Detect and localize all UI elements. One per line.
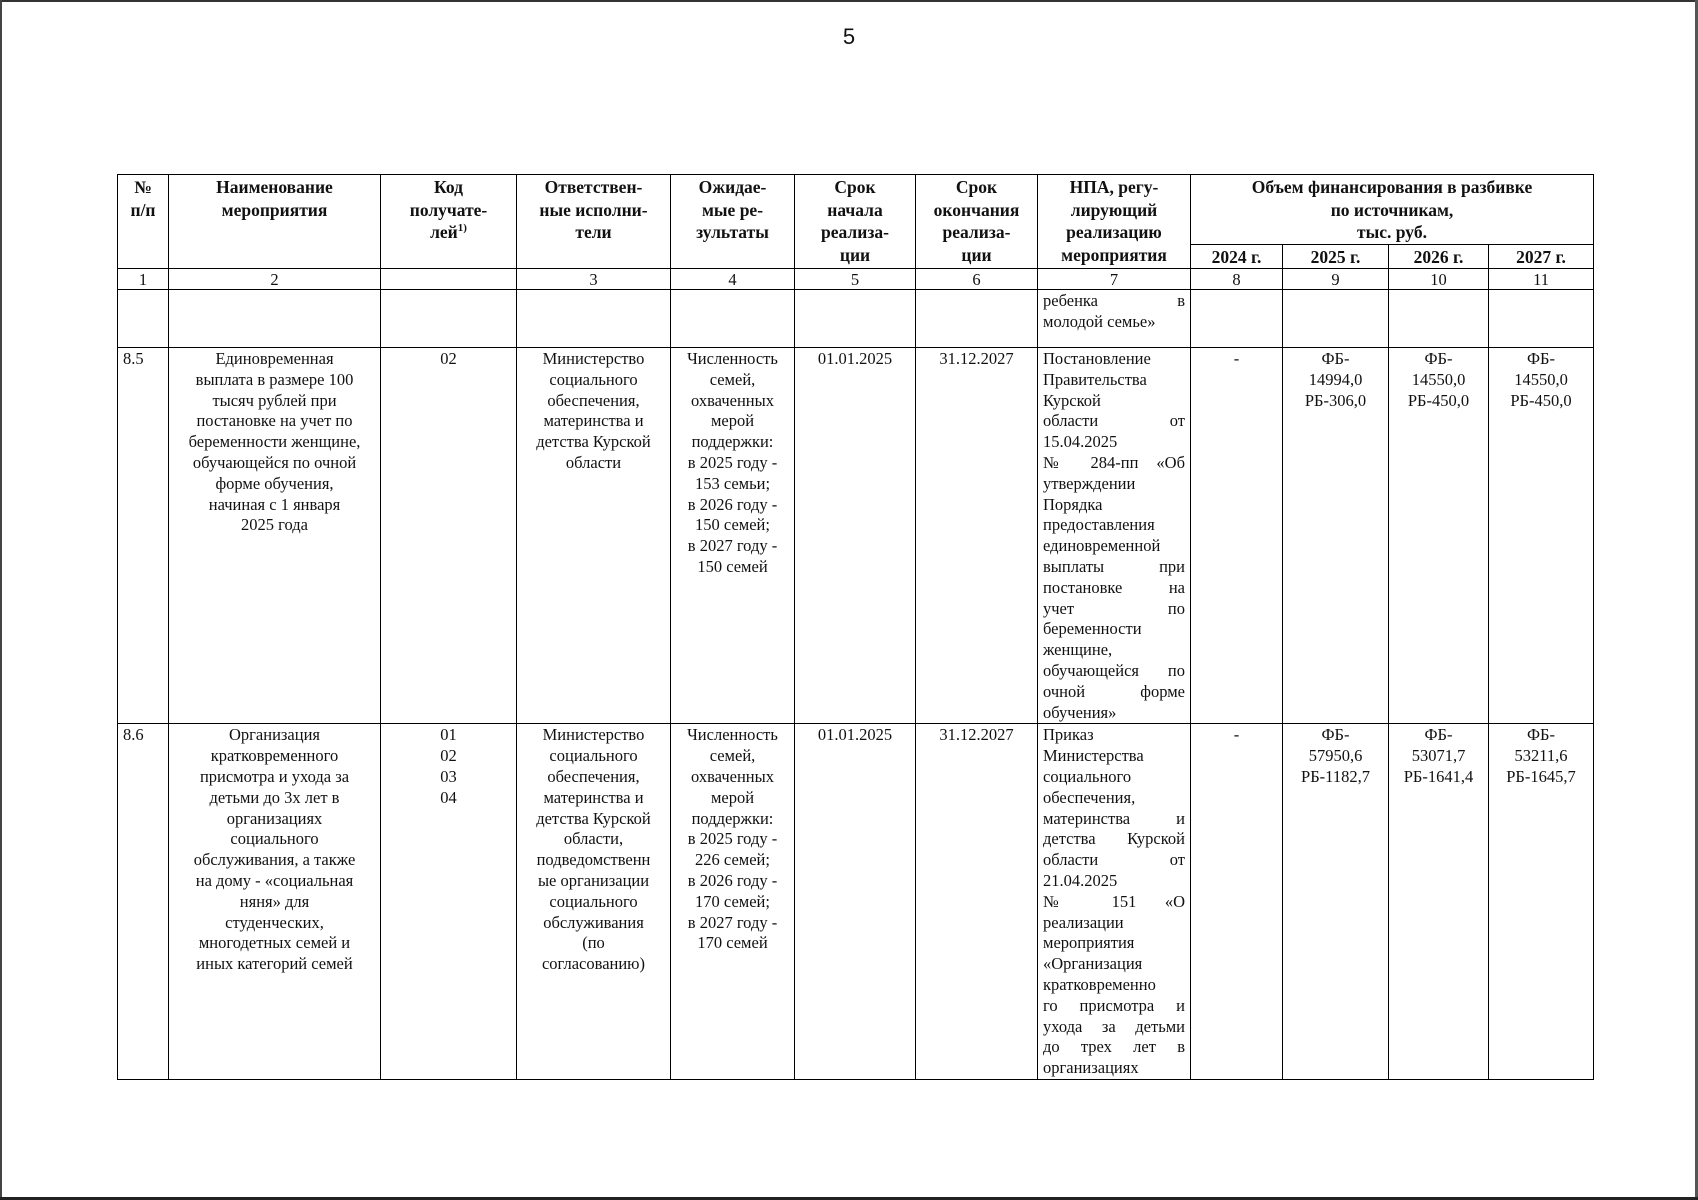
recipient-codes: [381, 348, 517, 724]
npa-line: го присмотра и: [1043, 995, 1185, 1015]
finance-2024: -: [1191, 724, 1283, 1080]
cell-line: 02: [440, 746, 457, 766]
npa-line: кратковременно: [1043, 974, 1156, 994]
cell-line: ФБ-: [1527, 349, 1556, 368]
header-row: [118, 175, 1594, 245]
cell-line: тысяч рублей при: [212, 390, 337, 410]
cell-line: ФБ-: [1424, 725, 1453, 745]
npa-line: выплаты при: [1043, 556, 1185, 576]
npa-line: социального: [1043, 766, 1132, 786]
page-number: 5: [842, 24, 856, 49]
npa-line: очной форме: [1043, 681, 1185, 701]
cell-line: Единовременная: [215, 349, 334, 368]
cell-line: организациях: [226, 808, 323, 828]
cell-line: социального: [549, 891, 638, 911]
cell-line: 150 семей: [697, 556, 768, 576]
cell-line: области,: [563, 829, 624, 849]
cell-line: обслуживания: [543, 912, 644, 932]
continuation-npa: ребенка в молодой семье»: [1038, 290, 1191, 348]
finance-2025: [1283, 348, 1389, 724]
column-number: 7: [1038, 269, 1191, 290]
npa-line: области от: [1043, 411, 1185, 431]
npa-document: [1038, 348, 1191, 724]
table-row: [118, 724, 1594, 1080]
cell-line: 170 семей;: [695, 891, 770, 911]
npa-line: ухода за детьми: [1043, 1016, 1185, 1036]
header-name: Наименование мероприятия: [169, 175, 381, 269]
expected-results: [671, 348, 795, 724]
cell-line: 03: [440, 766, 457, 786]
cell-line: 2025 года: [241, 515, 308, 535]
start-date: 01.01.2025: [795, 348, 916, 724]
npa-line: обучения»: [1043, 702, 1117, 722]
cell-line: ФБ-: [1527, 725, 1556, 745]
cell-line: семей,: [709, 369, 756, 389]
expected-results: [671, 724, 795, 1080]
cell-line: Министерство: [542, 725, 645, 745]
cell-line: многодетных семей и: [198, 933, 351, 953]
column-number: 3: [517, 269, 671, 290]
cell-line: постановке на учет по: [196, 411, 353, 431]
cell-line: 170 семей: [697, 933, 768, 953]
cell-line: в 2027 году -: [687, 536, 778, 556]
cell-line: согласованию): [541, 954, 645, 974]
measure-name: [169, 724, 381, 1080]
npa-line: 15.04.2025: [1043, 432, 1118, 452]
measures-table: [117, 174, 1594, 1080]
cell-line: в 2025 году -: [687, 452, 778, 472]
cell-line: РБ-1645,7: [1506, 766, 1576, 786]
npa-line: Курской: [1043, 390, 1101, 410]
npa-line: Порядка: [1043, 494, 1103, 514]
npa-line: детства Курской: [1043, 829, 1185, 849]
cell-line: материнства и: [543, 787, 644, 807]
cell-line: обеспечения,: [547, 766, 640, 786]
column-number: 11: [1489, 269, 1594, 290]
cell-line: форме обучения,: [215, 473, 334, 493]
cell-line: детства Курской: [536, 808, 651, 828]
npa-line: реализации: [1043, 912, 1124, 932]
cell-line: 53071,7: [1411, 746, 1466, 766]
cell-line: подведомственн: [536, 850, 651, 870]
column-number: 9: [1283, 269, 1389, 290]
header-number: № п/п: [118, 175, 169, 269]
cell-line: ФБ-: [1424, 349, 1453, 368]
cell-line: семей,: [709, 746, 756, 766]
npa-line: утверждении: [1043, 473, 1136, 493]
cell-line: студенческих,: [225, 912, 324, 932]
cell-line: беременности женщине,: [188, 432, 361, 452]
cell-line: 14994,0: [1308, 369, 1363, 389]
cell-line: Численность: [687, 725, 778, 745]
cell-line: охваченных: [691, 390, 774, 410]
npa-line: обучающейся по: [1043, 660, 1185, 680]
cell-line: РБ-1641,4: [1403, 766, 1474, 786]
cell-line: РБ-450,0: [1510, 390, 1572, 410]
row-number: 8.5: [118, 348, 169, 724]
cell-line: Численность: [687, 349, 778, 368]
npa-line: беременности: [1043, 619, 1142, 639]
header-year-2025: 2025 г.: [1283, 244, 1389, 269]
column-number: 8: [1191, 269, 1283, 290]
npa-line: Правительства: [1043, 369, 1147, 389]
end-date: 31.12.2027: [916, 348, 1038, 724]
header-year-2024: 2024 г.: [1191, 244, 1283, 269]
cell-line: мерой: [710, 411, 755, 431]
npa-line: женщине,: [1043, 640, 1113, 660]
cell-line: в 2026 году -: [687, 870, 778, 890]
column-number: 1: [118, 269, 169, 290]
cell-line: (по: [582, 933, 605, 953]
cell-line: области: [565, 452, 622, 472]
npa-line: учет по: [1043, 598, 1185, 618]
cell-line: иных категорий семей: [196, 954, 353, 974]
column-number: 6: [916, 269, 1038, 290]
scan-edge-left: [0, 0, 2, 1200]
header-results: Ожидае- мые ре- зультаты: [671, 175, 795, 269]
header-end-date: Срок окончания реализа- ции: [916, 175, 1038, 269]
cell-line: 02: [440, 349, 457, 368]
finance-2026: [1389, 724, 1489, 1080]
npa-line: Приказ: [1043, 725, 1094, 745]
column-number: 4: [671, 269, 795, 290]
continuation-row: [118, 290, 1594, 348]
cell-line: обслуживания, а также: [193, 850, 356, 870]
cell-line: социального: [549, 369, 638, 389]
finance-2024: -: [1191, 348, 1283, 724]
cell-line: обучающейся по очной: [192, 452, 357, 472]
header-executors: Ответствен- ные исполни- тели: [517, 175, 671, 269]
npa-line: «Организация: [1043, 954, 1143, 974]
cell-line: РБ-306,0: [1304, 390, 1367, 410]
cell-line: в 2026 году -: [687, 494, 778, 514]
npa-line: Постановление: [1043, 349, 1151, 368]
column-number: [381, 269, 517, 290]
executors: [517, 348, 671, 724]
cell-line: ФБ-: [1321, 725, 1350, 745]
cell-line: присмотра и ухода за: [199, 766, 350, 786]
cell-line: ые организации: [537, 870, 650, 890]
cell-line: поддержки:: [691, 432, 774, 452]
npa-line: постановке на: [1043, 577, 1185, 597]
cell-line: социального: [230, 829, 319, 849]
cell-line: 01: [440, 725, 457, 745]
cell-line: 53211,6: [1514, 746, 1568, 766]
header-year-2026: 2026 г.: [1389, 244, 1489, 269]
npa-document: [1038, 724, 1191, 1080]
cell-line: выплата в размере 100: [195, 369, 354, 389]
npa-line: области от: [1043, 850, 1185, 870]
finance-2025: [1283, 724, 1389, 1080]
scan-edge-top: [0, 0, 1698, 2]
npa-line: до трех лет в: [1043, 1037, 1185, 1057]
npa-line: организациях: [1043, 1058, 1139, 1078]
cell-line: 14550,0: [1514, 369, 1568, 389]
start-date: 01.01.2025: [795, 724, 916, 1080]
npa-line: единовременной: [1043, 536, 1161, 556]
finance-2027: [1489, 724, 1594, 1080]
header-recipient-code: Код получате- лей$^{1)}$: [381, 175, 517, 269]
header-npa: НПА, регу- лирующий реализацию мероприятия: [1038, 175, 1191, 269]
column-number: 2: [169, 269, 381, 290]
npa-line: материнства и: [1043, 808, 1185, 828]
cell-line: РБ-1182,7: [1301, 766, 1370, 786]
npa-line: обеспечения,: [1043, 787, 1136, 807]
cell-line: социального: [549, 746, 638, 766]
cell-line: в 2027 году -: [687, 912, 778, 932]
cell-line: 14550,0: [1411, 369, 1466, 389]
npa-line: № 151 «О: [1043, 891, 1185, 911]
column-number: 10: [1389, 269, 1489, 290]
npa-line: предоставления: [1043, 515, 1155, 535]
cell-line: на дому - «социальная: [195, 870, 354, 890]
cell-line: 57950,6: [1308, 746, 1363, 766]
finance-2026: [1389, 348, 1489, 724]
npa-line: 21.04.2025: [1043, 870, 1118, 890]
cell-line: обеспечения,: [547, 390, 640, 410]
measure-name: [169, 348, 381, 724]
cell-line: Министерство: [542, 349, 645, 368]
cell-line: детьми до 3х лет в: [209, 787, 340, 807]
column-numbers-row: [118, 269, 1594, 290]
column-number: 5: [795, 269, 916, 290]
cell-line: в 2025 году -: [687, 829, 778, 849]
cell-line: 226 семей;: [695, 850, 770, 870]
cell-line: охваченных: [691, 766, 774, 786]
cell-line: материнства и: [543, 411, 644, 431]
recipient-codes: [381, 724, 517, 1080]
cell-line: ФБ-: [1321, 349, 1350, 368]
npa-line: Министерства: [1043, 746, 1144, 766]
cell-line: мерой: [710, 787, 755, 807]
cell-line: 153 семьи;: [694, 473, 771, 493]
finance-2027: [1489, 348, 1594, 724]
npa-line: мероприятия: [1043, 933, 1135, 953]
npa-line: № 284-пп «Об: [1043, 452, 1185, 472]
header-start-date: Срок начала реализа- ции: [795, 175, 916, 269]
cell-line: РБ-450,0: [1407, 390, 1470, 410]
table-row: [118, 348, 1594, 724]
header-finance: Объем финансирования в разбивке по источникам, тыс. руб.: [1191, 175, 1594, 245]
row-number: 8.6: [118, 724, 169, 1080]
cell-line: начиная с 1 января: [208, 494, 341, 514]
executors: [517, 724, 671, 1080]
cell-line: няня» для: [239, 891, 310, 911]
cell-line: 150 семей;: [695, 515, 770, 535]
cell-line: детства Курской: [536, 432, 651, 452]
cell-line: кратковременного: [210, 746, 339, 766]
cell-line: Организация: [228, 725, 320, 745]
cell-line: поддержки:: [691, 808, 774, 828]
end-date: 31.12.2027: [916, 724, 1038, 1080]
header-year-2027: 2027 г.: [1489, 244, 1594, 269]
cell-line: 04: [440, 787, 457, 807]
